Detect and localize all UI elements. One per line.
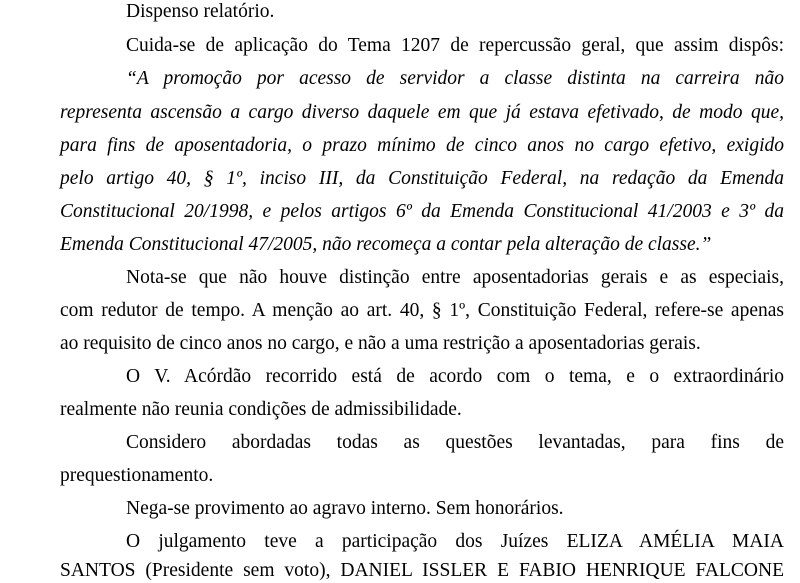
paragraph-ruling-line-2: realmente não reunia condições de admissibilidade.	[60, 399, 462, 420]
paragraph-judges-line-1: O julgamento teve a participação dos Juízes ELIZA AMÉLIA MAIA	[126, 531, 784, 552]
quote-line-4: pelo artigo 40, § 1º, inciso III, da Constituição Federal, na redação da Emenda	[60, 168, 784, 189]
quote-line-1: “A promoção por acesso de servidor a classe distinta na carreira não	[126, 68, 784, 89]
paragraph-consider-line-2: prequestionamento.	[60, 465, 214, 486]
quote-line-3: para fins de aposentadoria, o prazo mínimo de cinco anos no cargo efetivo, exigido	[60, 135, 784, 156]
quote-line-6: Emenda Constitucional 47/2005, não recomeça a contar pela alteração de classe.”	[60, 234, 712, 255]
paragraph-note-line-2: com redutor de tempo. A menção ao art. 40, § 1º, Constituição Federal, refere-se apenas	[60, 300, 784, 321]
paragraph-note-line-3: ao requisito de cinco anos no cargo, e não a uma restrição a aposentadorias gerais.	[60, 333, 701, 354]
paragraph-judges-line-2: SANTOS (Presidente sem voto), DANIEL ISSLER E FABIO HENRIQUE FALCONE	[60, 560, 784, 581]
quote-line-2: representa ascensão a cargo diverso daquele em que já estava efetivado, de modo que,	[60, 102, 784, 123]
quote-line-5: Constitucional 20/1998, e pelos artigos 6º da Emenda Constitucional 41/2003 e 3º da	[60, 201, 784, 222]
paragraph-note-line-1: Nota-se que não houve distinção entre aposentadorias gerais e as especiais,	[126, 267, 784, 288]
paragraph-report-line: Dispenso relatório.	[126, 1, 275, 22]
paragraph-denied-line: Nega-se provimento ao agravo interno. Sem honorários.	[126, 498, 564, 519]
paragraph-theme-line: Cuida-se de aplicação do Tema 1207 de repercussão geral, que assim dispôs:	[126, 35, 784, 56]
paragraph-consider-line-1: Considero abordadas todas as questões levantadas, para fins de	[126, 432, 784, 453]
paragraph-ruling-line-1: O V. Acórdão recorrido está de acordo com o tema, e o extraordinário	[126, 366, 784, 387]
